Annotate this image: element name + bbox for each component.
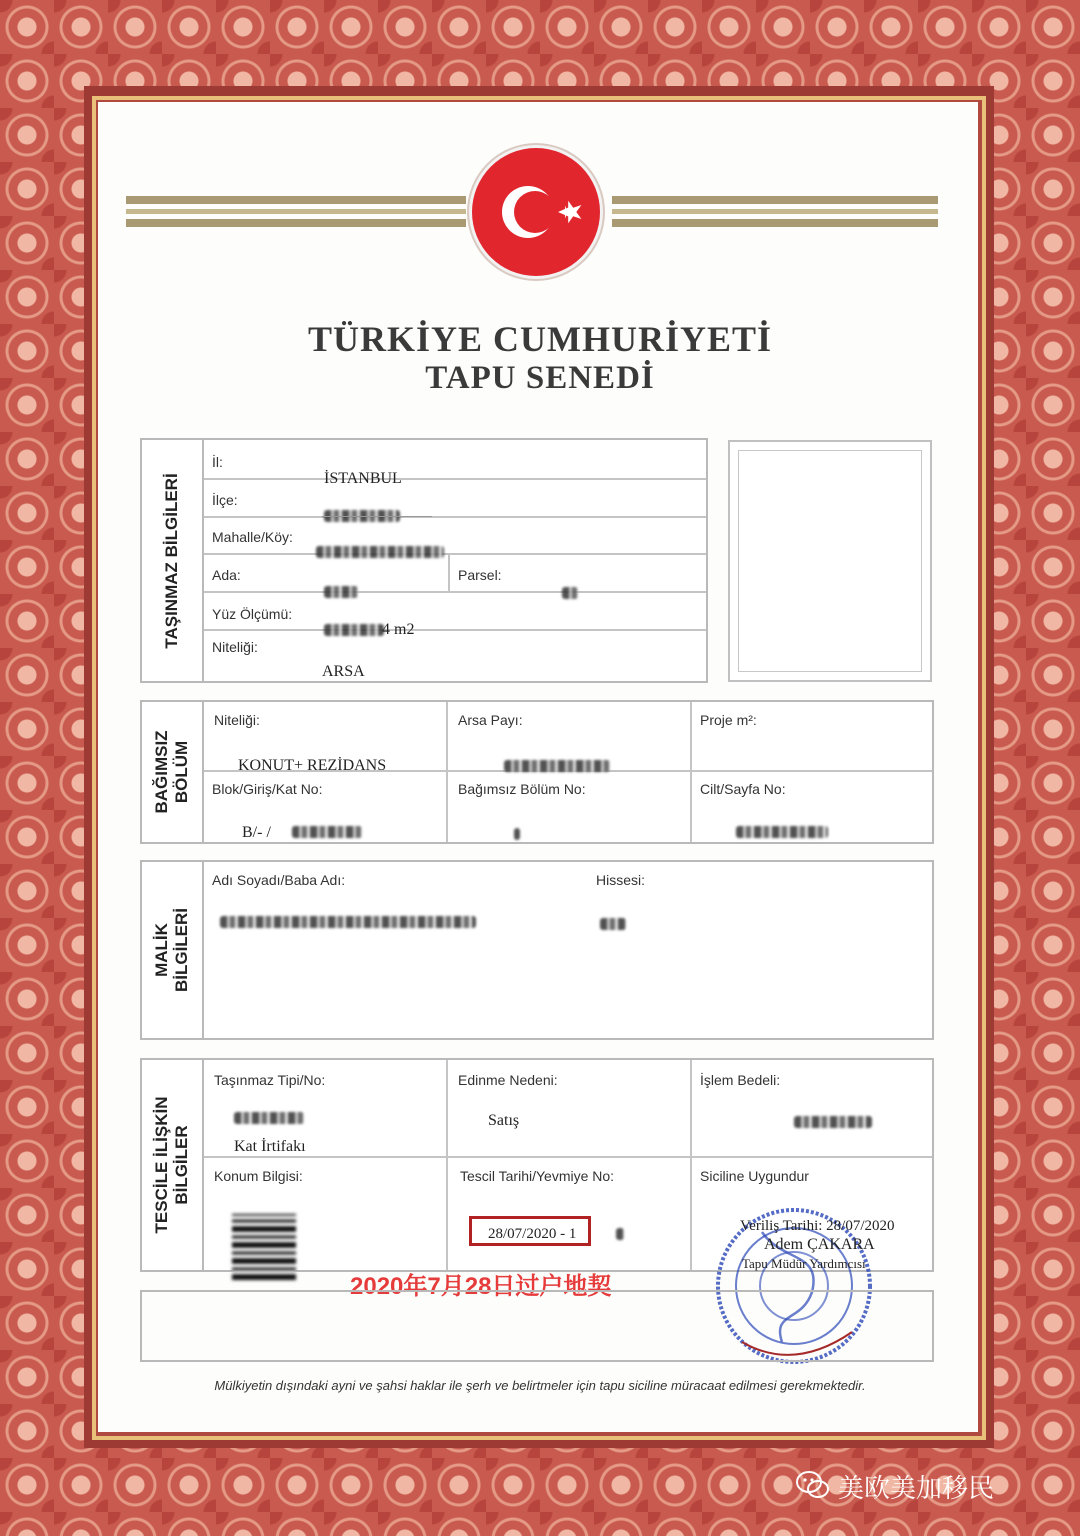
parsel-label: Parsel: [458,567,502,583]
il-value: İSTANBUL [324,470,402,487]
edinme-value: Satış [488,1112,520,1129]
document-title: TÜRKİYE CUMHURİYETİ [307,319,773,359]
islem-bedeli-redacted [794,1116,872,1128]
tasinmaz-section [140,438,708,683]
blok-label: Blok/Giriş/Kat No: [212,781,323,797]
tescil-tarihi-value: 28/07/2020 - 1 [488,1226,577,1242]
annotations-box [140,1290,934,1362]
bagimsiz-side-label: BAĞIMSIZ BÖLÜM [142,702,204,842]
highlight-box [469,1216,591,1246]
mahalle-label: Mahalle/Köy: [212,529,293,545]
il-label: İl: [212,454,223,470]
wechat-watermark [838,1468,994,1505]
document-subtitle: TAPU SENEDİ [425,360,655,396]
niteligi-label: Niteliği: [212,639,258,655]
konum-label: Konum Bilgisi: [214,1168,303,1184]
malik-section [140,860,934,1040]
wechat-watermark-text: 美欧美加移民 [838,1474,995,1504]
turkish-flag-emblem-icon [472,148,600,276]
blok-redacted [292,826,362,838]
arsa-payi-redacted [504,760,610,772]
tasinmaz-tipi-redacted [234,1112,304,1124]
tasinmaz-tipi-label: Taşınmaz Tipi/No: [214,1072,326,1088]
ada-label: Ada: [212,567,241,583]
bb-no-redacted [514,828,520,840]
signer-title: Tapu Müdür Yardımcısı [742,1256,866,1271]
parsel-redacted [562,587,578,599]
ada-redacted [324,586,358,598]
hissesi-label: Hissesi: [596,872,646,888]
signer-name: Adem ÇAKARA [764,1236,875,1253]
malik-side-label: MALİK BİLGİLERİ [142,862,204,1038]
islem-bedeli-label: İşlem Bedeli: [700,1072,781,1088]
bagimsiz-bolum-section [140,700,934,844]
sicil-label: Siciline Uygundur [700,1168,809,1184]
tescil-tarihi-label: Tescil Tarihi/Yevmiye No: [460,1168,615,1184]
footer-note: Mülkiyetin dışındaki ayni ve şahsi haklar ile şerh ve belirtmeler için tapu siciline müracaat edilmesi gerekmektedir. [214,1378,866,1393]
blok-value: B/- / [242,824,271,841]
edinme-label: Edinme Nedeni: [458,1072,558,1088]
niteligi-value: ARSA [322,663,365,680]
yevmiye-redacted [616,1228,624,1240]
verilis-tarihi: Veriliş Tarihi: 28/07/2020 [740,1218,895,1234]
bb-no-label: Bağımsız Bölüm No: [458,781,586,797]
cilt-label: Cilt/Sayfa No: [700,781,786,797]
yuz-olcumu-unit: 4 m2 [382,621,415,638]
proje-label: Proje m²: [700,712,757,728]
bb-niteligi-label: Niteliği: [214,712,260,728]
mahalle-redacted [316,546,444,558]
right-stripes [612,196,938,232]
cilt-redacted [736,826,828,838]
arsa-payi-label: Arsa Payı: [458,712,523,728]
transfer-date-annotation: 2020年7月28日过户地契 [350,1273,612,1300]
wechat-icon [796,1470,830,1500]
owner-name-label: Adı Soyadı/Baba Adı: [212,872,346,888]
photo-box [728,440,932,682]
tasinmaz-tipi-value: Kat İrtifakı [234,1138,306,1155]
left-stripes [126,196,466,232]
yuz-olcumu-redacted [324,624,384,636]
tasinmaz-side-label: TAŞINMAZ BİLGİLERİ [142,440,204,681]
owner-name-redacted [220,916,476,928]
ilce-label: İlçe: [212,492,238,508]
hissesi-redacted [600,918,626,930]
yuz-olcumu-label: Yüz Ölçümü: [212,606,293,622]
qr-code-icon [232,1214,296,1280]
bb-niteligi-value: KONUT+ REZİDANS [238,757,387,774]
tescil-side-label: TESCİLE İLİŞKİN BİLGİLER [142,1060,204,1270]
